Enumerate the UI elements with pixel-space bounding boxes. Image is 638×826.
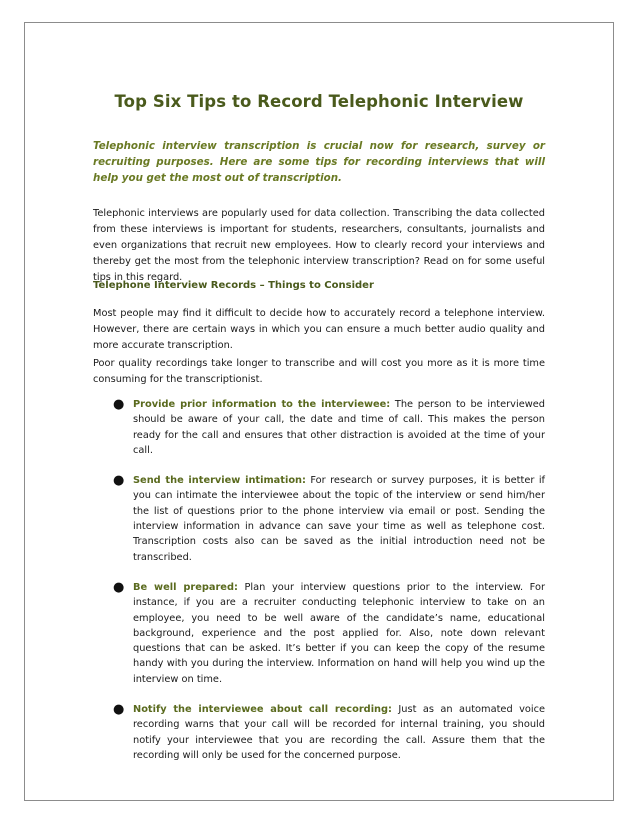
tip-label: Be well prepared:	[133, 581, 238, 593]
intro-paragraph: Telephonic interviews are popularly used for data collection. Transcribing the data collected from these interviews is important for students, researchers, consultants, journalists and even organizations that recruit new employees. How to clearly record your interviews and thereby get the most from the telephonic interview transcription? Read on for some useful tips in this regard.	[93, 208, 545, 283]
tips-list	[93, 397, 545, 778]
tip-text: For research or survey purposes, it is better if you can intimate the interviewee about the topic of the interview or send him/her the list of questions prior to the phone interview via email or post. Sending the interview information in advance can save your time as well as telephone cost. Transcription costs also can be saved as the initial introduction need not be transcribed.	[133, 475, 546, 563]
bullet-icon: ●	[113, 473, 125, 489]
bullet-icon: ●	[113, 702, 125, 718]
tip-label: Notify the interviewee about call recording:	[133, 704, 392, 716]
lead-paragraph: Telephonic interview transcription is crucial now for research, survey or recruiting purposes. Here are some tips for recording interviews that will help you get the most out of transcription.	[93, 140, 545, 184]
tip-text: Just as an automated voice recording warns that your call will be recorded for internal training, you should notify your interviewee that you are recording the call. Assure them that the recording will only be used for the concerned purpose.	[133, 704, 546, 761]
tip-item	[93, 702, 545, 763]
tip-item	[93, 580, 545, 687]
paragraph-accuracy: Most people may find it difficult to decide how to accurately record a telephone interview. However, there are certain ways in which you can ensure a much better audio quality and more accurate transcription.	[93, 308, 545, 351]
tip-item	[93, 473, 545, 565]
paragraph-poor-quality: Poor quality recordings take longer to transcribe and will cost you more as it is more time consuming for the transcriptionist.	[93, 358, 545, 385]
tip-item	[93, 397, 545, 458]
tip-text: Plan your interview questions prior to the interview. For instance, if you are a recruiter conducting telephonic interview to take on an employee, you need to be well aware of the candidate’s name, educational background, experience and the post applied for. Also, note down relevant questions that can be asked. It’s better if you can keep the copy of the resume handy with you during the interview. Information on hand will help you wind up the interview on time.	[133, 581, 545, 685]
tip-label: Send the interview intimation:	[133, 475, 306, 487]
section-heading: Telephone Interview Records – Things to Consider	[93, 280, 374, 291]
tip-text: The person to be interviewed should be aware of your call, the date and time of call. This makes the person ready for the call and ensures that other distraction is avoided at the time of your call.	[133, 399, 545, 456]
bullet-icon: ●	[113, 579, 125, 595]
document-title: Top Six Tips to Record Telephonic Interview	[114, 92, 524, 111]
tip-label: Provide prior information to the interviewee:	[133, 399, 391, 410]
bullet-icon: ●	[113, 397, 125, 412]
